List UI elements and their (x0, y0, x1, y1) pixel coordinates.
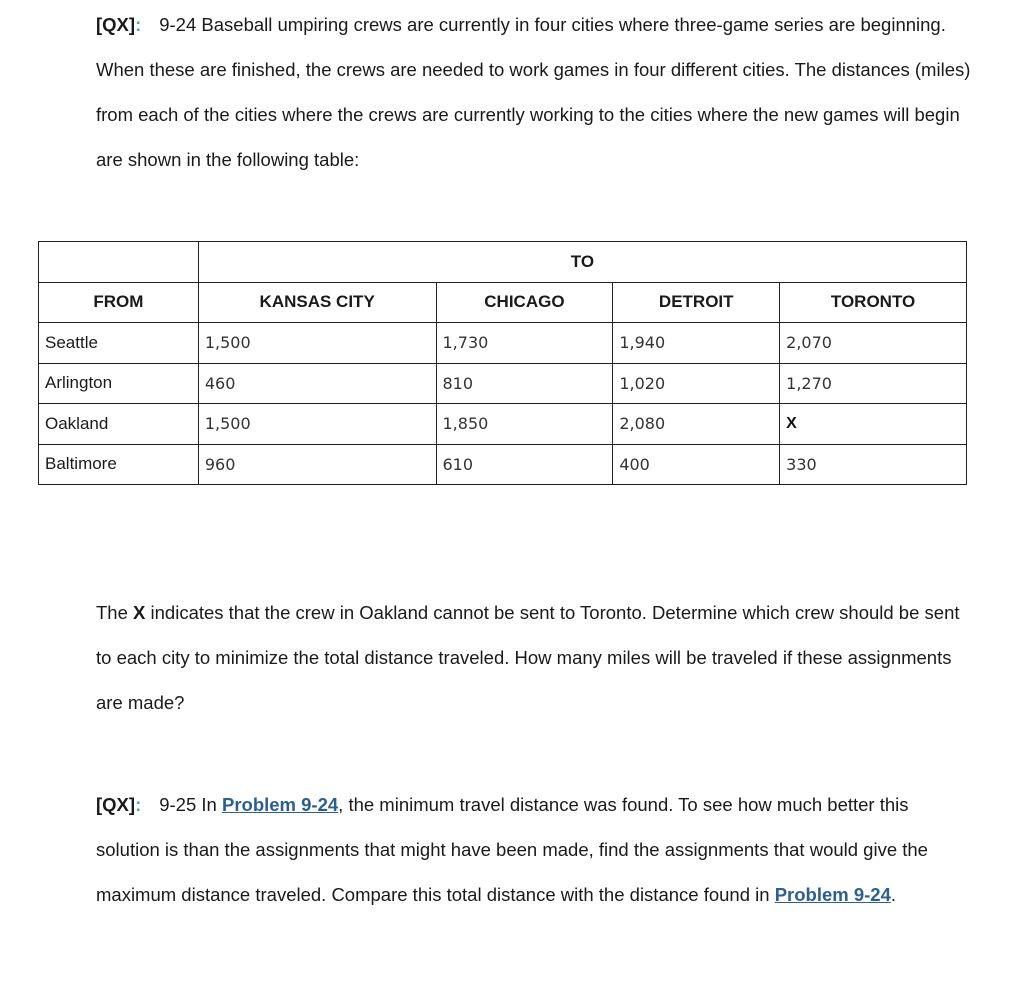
distance-table (38, 241, 967, 485)
table-to-header-row (39, 242, 967, 283)
from-city: Baltimore (39, 444, 199, 485)
column-header: KANSAS CITY (198, 282, 436, 323)
question-text-a: 9-25 In (159, 794, 222, 815)
question-9-25 (96, 782, 976, 917)
table-row (39, 363, 967, 404)
table-row (39, 444, 967, 485)
qx-colon: : (135, 14, 142, 35)
question-text: 9-24 Baseball umpiring crews are currently in four cities where three-game series are beginning. When these are finished, the crews are needed to work games in four different cities. The distances (miles) from each of the cities where the crews are currently working to the cities where the new games will begin are shown in the following table: (96, 14, 971, 170)
distance-cell: 1,500 (198, 323, 436, 364)
distance-cell: 1,850 (436, 404, 613, 445)
question-text-b: , the minimum travel distance was found. To see how much better this solution is than the assignments that might have been made, find the assignments that would give the maximum distance traveled. Compare this total distance with the distance found in (96, 794, 928, 905)
table-corner-cell (39, 242, 199, 283)
distance-cell: 810 (436, 363, 613, 404)
distance-cell: 330 (780, 444, 967, 485)
from-city: Arlington (39, 363, 199, 404)
qx-colon: : (135, 794, 142, 815)
distance-cell: 460 (198, 363, 436, 404)
note-x-symbol: X (133, 602, 146, 623)
distance-cell: 1,730 (436, 323, 613, 364)
to-header: TO (198, 242, 966, 283)
table-row (39, 323, 967, 364)
distance-cell: 960 (198, 444, 436, 485)
distance-cell-blocked: X (780, 404, 967, 445)
note-text-before: The (96, 602, 134, 623)
problem-9-24-link[interactable]: Problem 9-24 (774, 884, 891, 905)
distance-cell: 1,020 (613, 363, 780, 404)
distance-cell: 1,270 (780, 363, 967, 404)
table-row (39, 404, 967, 445)
column-header: TORONTO (780, 282, 967, 323)
from-city: Seattle (39, 323, 199, 364)
distance-cell: 2,070 (780, 323, 967, 364)
distance-cell: 1,940 (613, 323, 780, 364)
distance-cell: 610 (436, 444, 613, 485)
column-header: CHICAGO (436, 282, 613, 323)
question-9-24 (96, 2, 976, 182)
distance-cell: 400 (613, 444, 780, 485)
from-city: Oakland (39, 404, 199, 445)
column-header: DETROIT (613, 282, 780, 323)
problem-9-24-link[interactable]: Problem 9-24 (221, 794, 339, 815)
qx-label: [QX] (96, 794, 136, 815)
distance-cell: 1,500 (198, 404, 436, 445)
table-note-paragraph (96, 590, 976, 725)
qx-label: [QX] (96, 14, 136, 35)
question-text-c: . (890, 884, 897, 905)
distance-cell: 2,080 (613, 404, 780, 445)
table-column-header-row (39, 282, 967, 323)
note-text-after: indicates that the crew in Oakland cannot be sent to Toronto. Determine which crew should be sent to each city to minimize the total distance traveled. How many miles will be traveled if these assignments are made? (96, 602, 960, 713)
from-header: FROM (39, 282, 199, 323)
